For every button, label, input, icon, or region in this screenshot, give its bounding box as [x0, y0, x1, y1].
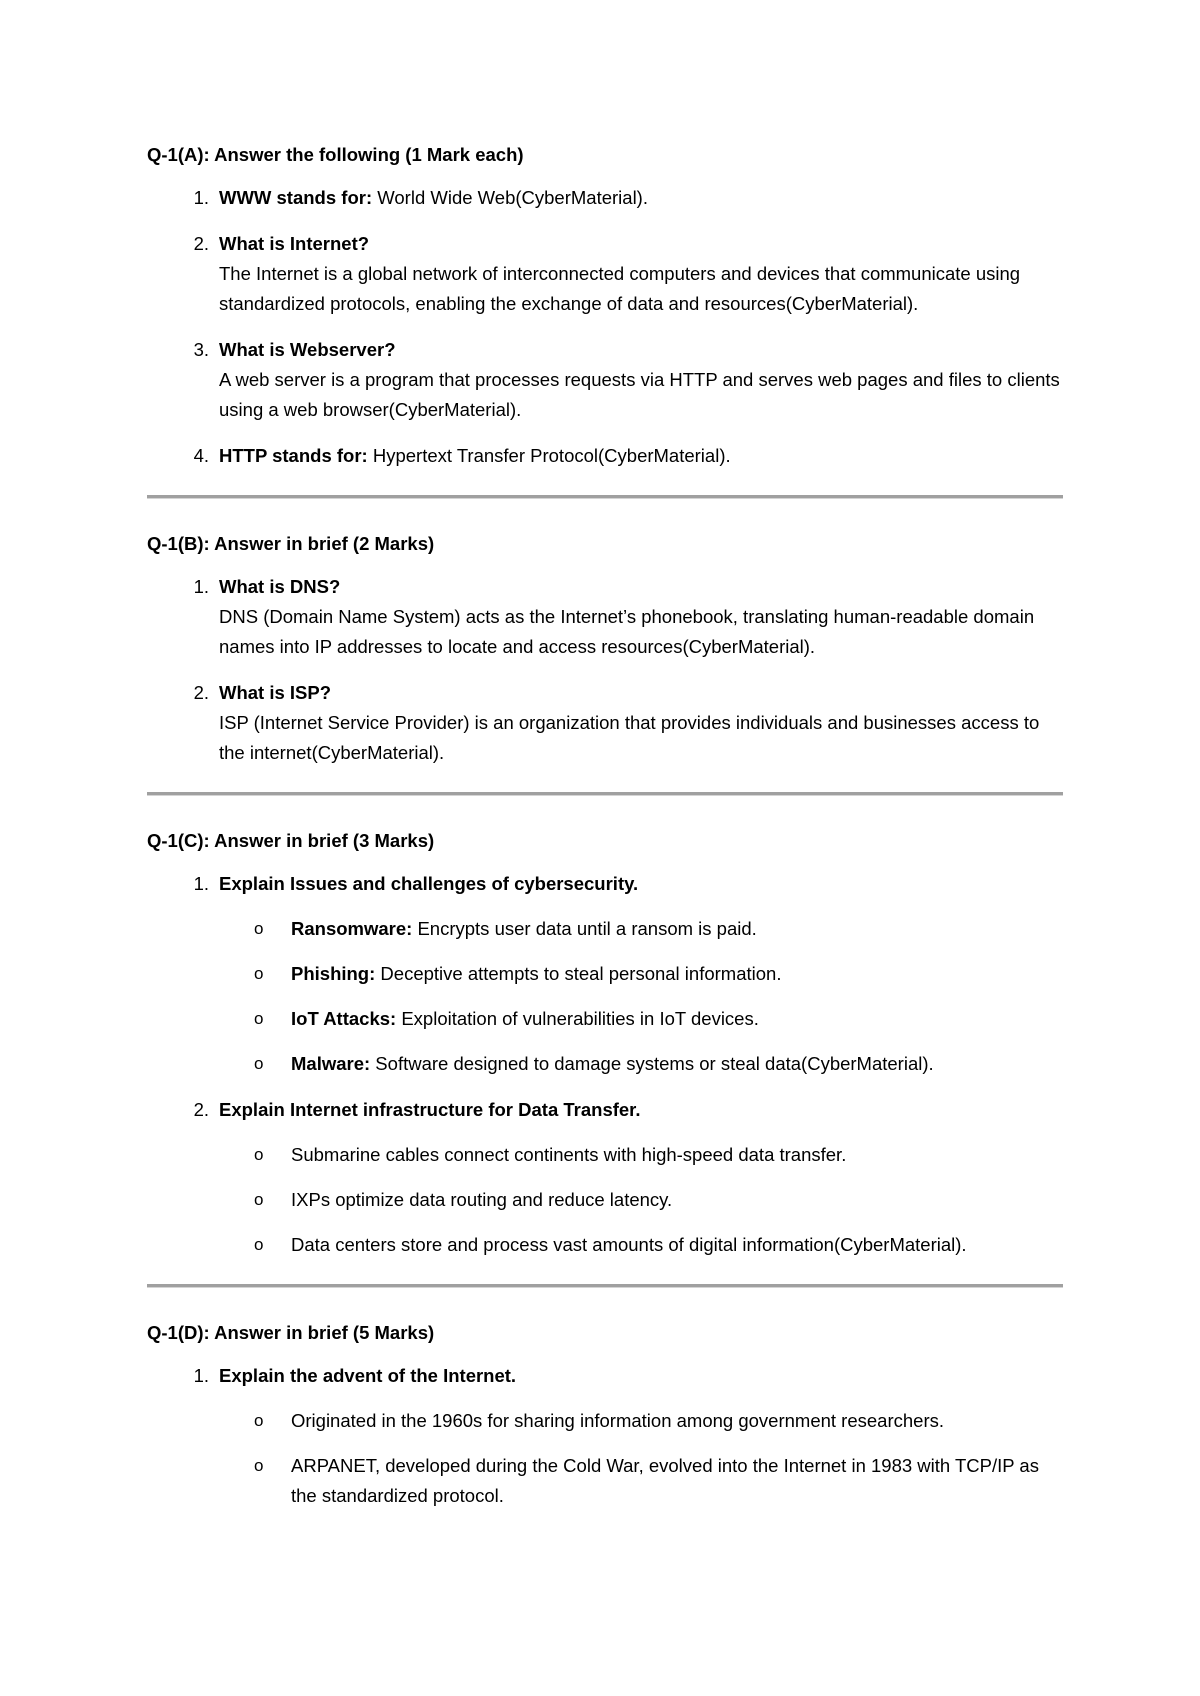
section-title: Q-1(A): Answer the following (1 Mark each) — [147, 144, 524, 165]
item-number: 1. — [193, 873, 209, 894]
bullet-text: Submarine cables connect continents with high-speed data transfer. — [291, 1144, 847, 1165]
bullet-text: Encrypts user data until a ransom is paid. — [412, 918, 757, 939]
bullet-item — [254, 1230, 1063, 1260]
question-text: Explain the advent of the Internet. — [219, 1365, 517, 1386]
list-item — [193, 1361, 1063, 1511]
item-number: 1. — [193, 576, 209, 597]
answer-inline: Hypertext Transfer Protocol(CyberMaterial). — [367, 445, 731, 466]
bullet-label: Ransomware: — [291, 918, 413, 939]
section-title: Q-1(D): Answer in brief (5 Marks) — [147, 1322, 435, 1343]
bullet-glyph: o — [254, 964, 264, 983]
document-page — [147, 140, 1063, 1527]
list-item — [193, 1095, 1063, 1260]
list-item — [193, 335, 1063, 425]
bullet-label: Malware: — [291, 1053, 371, 1074]
bullet-glyph: o — [254, 919, 264, 938]
item-number: 2. — [193, 682, 209, 703]
question-list — [147, 183, 1063, 471]
bullet-item — [254, 1049, 1063, 1079]
list-item — [193, 572, 1063, 662]
question-text: What is DNS? — [219, 576, 341, 597]
bullet-list — [219, 1406, 1063, 1511]
section-divider — [147, 792, 1063, 796]
list-item — [193, 869, 1063, 1079]
answer-text: A web server is a program that processes requests via HTTP and serves web pages and files to clients using a web browser(CyberMaterial). — [219, 369, 1060, 420]
bullet-item — [254, 959, 1063, 989]
bullet-glyph: o — [254, 1411, 264, 1430]
bullet-text: Software designed to damage systems or steal data(CyberMaterial). — [370, 1053, 934, 1074]
bullet-glyph: o — [254, 1235, 264, 1254]
list-item — [193, 678, 1063, 768]
answer-text: DNS (Domain Name System) acts as the Internet’s phonebook, translating human-readable domain names into IP addresses to locate and access resources(CyberMaterial). — [219, 606, 1035, 657]
bullet-item — [254, 1004, 1063, 1034]
item-number: 4. — [193, 445, 209, 466]
bullet-label: IoT Attacks: — [291, 1008, 397, 1029]
section-title: Q-1(B): Answer in brief (2 Marks) — [147, 533, 435, 554]
item-number: 2. — [193, 1099, 209, 1120]
question-text: What is Internet? — [219, 233, 370, 254]
item-number: 1. — [193, 1365, 209, 1386]
bullet-glyph: o — [254, 1009, 264, 1028]
item-number: 1. — [193, 187, 209, 208]
bullet-item — [254, 914, 1063, 944]
answer-text: ISP (Internet Service Provider) is an organization that provides individuals and businesses access to the internet(CyberMaterial). — [219, 712, 1040, 763]
list-item — [193, 183, 1063, 213]
answer-inline: World Wide Web(CyberMaterial). — [372, 187, 648, 208]
bullet-glyph: o — [254, 1145, 264, 1164]
bullet-item — [254, 1185, 1063, 1215]
bullet-text: Exploitation of vulnerabilities in IoT devices. — [396, 1008, 759, 1029]
section-q1a — [147, 140, 1063, 471]
bullet-list — [219, 1140, 1063, 1260]
item-number: 3. — [193, 339, 209, 360]
question-list — [147, 1361, 1063, 1511]
bullet-text: IXPs optimize data routing and reduce latency. — [291, 1189, 673, 1210]
question-text: What is ISP? — [219, 682, 332, 703]
answer-text: The Internet is a global network of interconnected computers and devices that communicate using standardized protocols, enabling the exchange of data and resources(CyberMaterial). — [219, 263, 1021, 314]
bullet-item — [254, 1406, 1063, 1436]
bullet-label: Phishing: — [291, 963, 376, 984]
bullet-text: ARPANET, developed during the Cold War, evolved into the Internet in 1983 with TCP/IP as the standardized protocol. — [291, 1455, 1039, 1506]
list-item — [193, 441, 1063, 471]
list-item — [193, 229, 1063, 319]
bullet-text: Originated in the 1960s for sharing information among government researchers. — [291, 1410, 944, 1431]
section-q1b — [147, 529, 1063, 768]
bullet-item — [254, 1451, 1063, 1511]
item-number: 2. — [193, 233, 209, 254]
bullet-glyph: o — [254, 1456, 264, 1475]
question-list — [147, 572, 1063, 768]
section-q1c — [147, 826, 1063, 1260]
question-text: Explain Internet infrastructure for Data Transfer. — [219, 1099, 641, 1120]
question-text: Explain Issues and challenges of cybersecurity. — [219, 873, 639, 894]
section-divider — [147, 495, 1063, 499]
question-list — [147, 869, 1063, 1260]
question-text: WWW stands for: — [219, 187, 373, 208]
section-title: Q-1(C): Answer in brief (3 Marks) — [147, 830, 435, 851]
bullet-list — [219, 914, 1063, 1079]
bullet-text: Deceptive attempts to steal personal information. — [375, 963, 782, 984]
bullet-glyph: o — [254, 1190, 264, 1209]
bullet-text: Data centers store and process vast amounts of digital information(CyberMaterial). — [291, 1234, 967, 1255]
section-q1d — [147, 1318, 1063, 1511]
question-text: HTTP stands for: — [219, 445, 368, 466]
bullet-item — [254, 1140, 1063, 1170]
question-text: What is Webserver? — [219, 339, 396, 360]
section-divider — [147, 1284, 1063, 1288]
bullet-glyph: o — [254, 1054, 264, 1073]
